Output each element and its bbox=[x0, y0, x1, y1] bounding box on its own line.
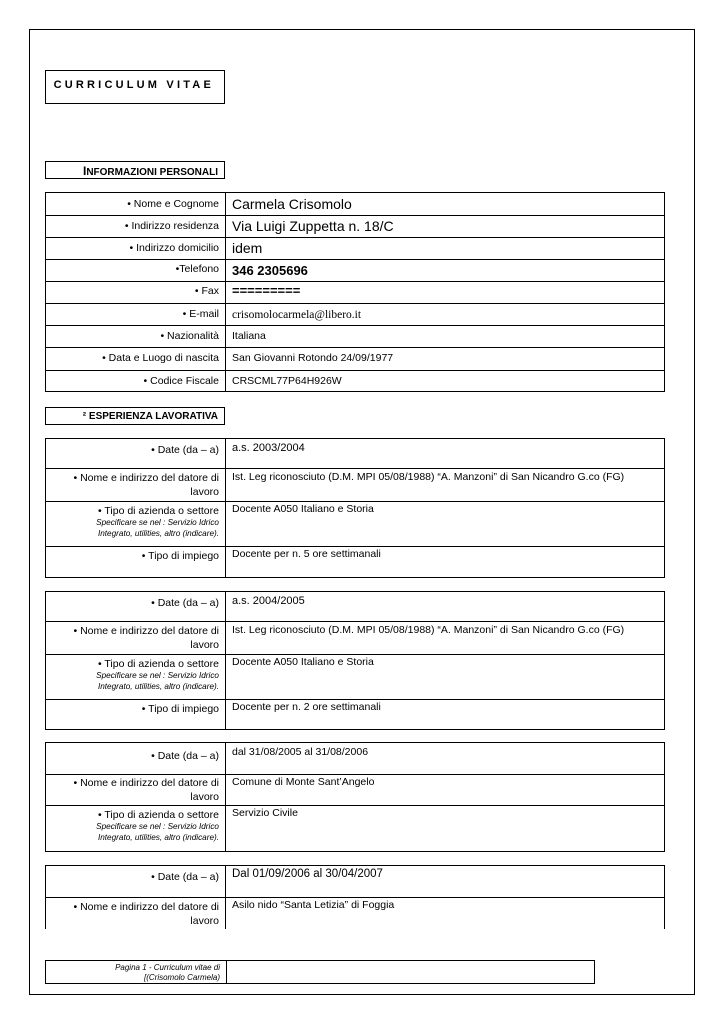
row-fax bbox=[46, 281, 664, 304]
value-employer: Asilo nido “Santa Letizia” di Foggia bbox=[232, 899, 395, 911]
row-email bbox=[46, 303, 664, 326]
experience-entry-3 bbox=[45, 742, 665, 852]
label-residence: • Indirizzo residenza bbox=[124, 220, 219, 232]
cv-title-box bbox=[45, 70, 225, 104]
label-email: • E-mail bbox=[182, 308, 219, 320]
value-job: Docente per n. 2 ore settimanali bbox=[232, 701, 381, 713]
row-name bbox=[46, 193, 664, 216]
value-date: a.s. 2004/2005 bbox=[232, 595, 305, 607]
label-domicile: • Indirizzo domicilio bbox=[129, 242, 219, 254]
personal-info-table bbox=[45, 192, 665, 392]
value-date: dal 31/08/2005 al 31/08/2006 bbox=[232, 746, 369, 758]
entry-job-row bbox=[46, 699, 664, 730]
label-type: • Tipo di azienda o settore Specificare se nel : Servizio Idrico Integrato, utilities, altro (indicare). bbox=[96, 809, 219, 842]
entry-date-row bbox=[46, 592, 664, 622]
value-fax: ========= bbox=[232, 283, 301, 298]
experience-entry-1 bbox=[45, 438, 665, 578]
personal-info-heading: INFORMAZIONI PERSONALI bbox=[45, 161, 225, 179]
label-job: • Tipo di impiego bbox=[141, 550, 219, 562]
entry-date-row bbox=[46, 866, 664, 898]
label-employer: • Nome e indirizzo del datore di lavoro bbox=[73, 777, 219, 803]
experience-heading: ² ESPERIENZA LAVORATIVA bbox=[45, 407, 225, 425]
row-phone bbox=[46, 259, 664, 282]
label-type: • Tipo di azienda o settore Specificare se nel : Servizio Idrico Integrato, utilities, altro (indicare). bbox=[96, 505, 219, 538]
footer-text: Pagina 1 - Curriculum vitae di [(Crisomolo Carmela) bbox=[115, 963, 220, 982]
label-date: • Date (da – a) bbox=[151, 750, 219, 762]
label-name: • Nome e Cognome bbox=[127, 198, 219, 210]
value-nationality: Italiana bbox=[232, 330, 266, 342]
entry-job-row bbox=[46, 546, 664, 578]
entry-date-row bbox=[46, 743, 664, 775]
entry-date-row bbox=[46, 439, 664, 469]
label-employer: • Nome e indirizzo del datore di lavoro bbox=[73, 901, 219, 927]
entry-type-row bbox=[46, 805, 664, 852]
entry-employer-row bbox=[46, 468, 664, 502]
label-employer: • Nome e indirizzo del datore di lavoro bbox=[73, 625, 219, 651]
label-fax: • Fax bbox=[194, 285, 219, 297]
label-employer: • Nome e indirizzo del datore di lavoro bbox=[73, 472, 219, 498]
value-residence: Via Luigi Zuppetta n. 18/C bbox=[232, 218, 394, 234]
value-domicile: idem bbox=[232, 240, 263, 256]
value-phone: 346 2305696 bbox=[232, 263, 308, 278]
value-birth: San Giovanni Rotondo 24/09/1977 bbox=[232, 352, 394, 364]
value-email: crisomolocarmela@libero.it bbox=[232, 309, 362, 321]
value-date: a.s. 2003/2004 bbox=[232, 442, 305, 454]
entry-employer-row bbox=[46, 897, 664, 930]
row-birth bbox=[46, 347, 664, 371]
page-footer bbox=[45, 960, 595, 984]
value-type: Docente A050 Italiano e Storia bbox=[232, 503, 374, 515]
entry-type-row bbox=[46, 654, 664, 700]
row-tax-code bbox=[46, 370, 664, 392]
experience-entry-2 bbox=[45, 591, 665, 730]
label-birth: • Data e Luogo di nascita bbox=[102, 352, 219, 364]
row-nationality bbox=[46, 325, 664, 348]
label-type: • Tipo di azienda o settore Specificare se nel : Servizio Idrico Integrato, utilities, altro (indicare). bbox=[96, 658, 219, 691]
value-date: Dal 01/09/2006 al 30/04/2007 bbox=[232, 868, 383, 880]
row-residence bbox=[46, 215, 664, 238]
label-date: • Date (da – a) bbox=[151, 597, 219, 609]
value-employer: Ist. Leg riconosciuto (D.M. MPI 05/08/1988) “A. Manzoni” di San Nicandro G.co (FG) bbox=[232, 471, 625, 483]
entry-employer-row bbox=[46, 621, 664, 655]
cv-title: CURRICULUM VITAE bbox=[53, 79, 214, 91]
label-date: • Date (da – a) bbox=[151, 444, 219, 456]
entry-employer-row bbox=[46, 774, 664, 806]
row-domicile bbox=[46, 237, 664, 260]
value-tax-code: CRSCML77P64H926W bbox=[232, 375, 342, 387]
value-employer: Comune di Monte Sant’Angelo bbox=[232, 776, 375, 788]
label-nationality: • Nazionalità bbox=[160, 330, 219, 342]
value-employer: Ist. Leg riconosciuto (D.M. MPI 05/08/1988) “A. Manzoni” di San Nicandro G.co (FG) bbox=[232, 624, 625, 636]
value-name: Carmela Crisomolo bbox=[232, 196, 352, 212]
label-date: • Date (da – a) bbox=[151, 871, 219, 883]
label-tax-code: • Codice Fiscale bbox=[143, 375, 219, 387]
experience-entry-4 bbox=[45, 865, 665, 929]
entry-type-row bbox=[46, 501, 664, 547]
label-phone: •Telefono bbox=[175, 263, 219, 275]
label-job: • Tipo di impiego bbox=[141, 703, 219, 715]
value-type: Servizio Civile bbox=[232, 807, 298, 819]
value-job: Docente per n. 5 ore settimanali bbox=[232, 548, 381, 560]
value-type: Docente A050 Italiano e Storia bbox=[232, 656, 374, 668]
